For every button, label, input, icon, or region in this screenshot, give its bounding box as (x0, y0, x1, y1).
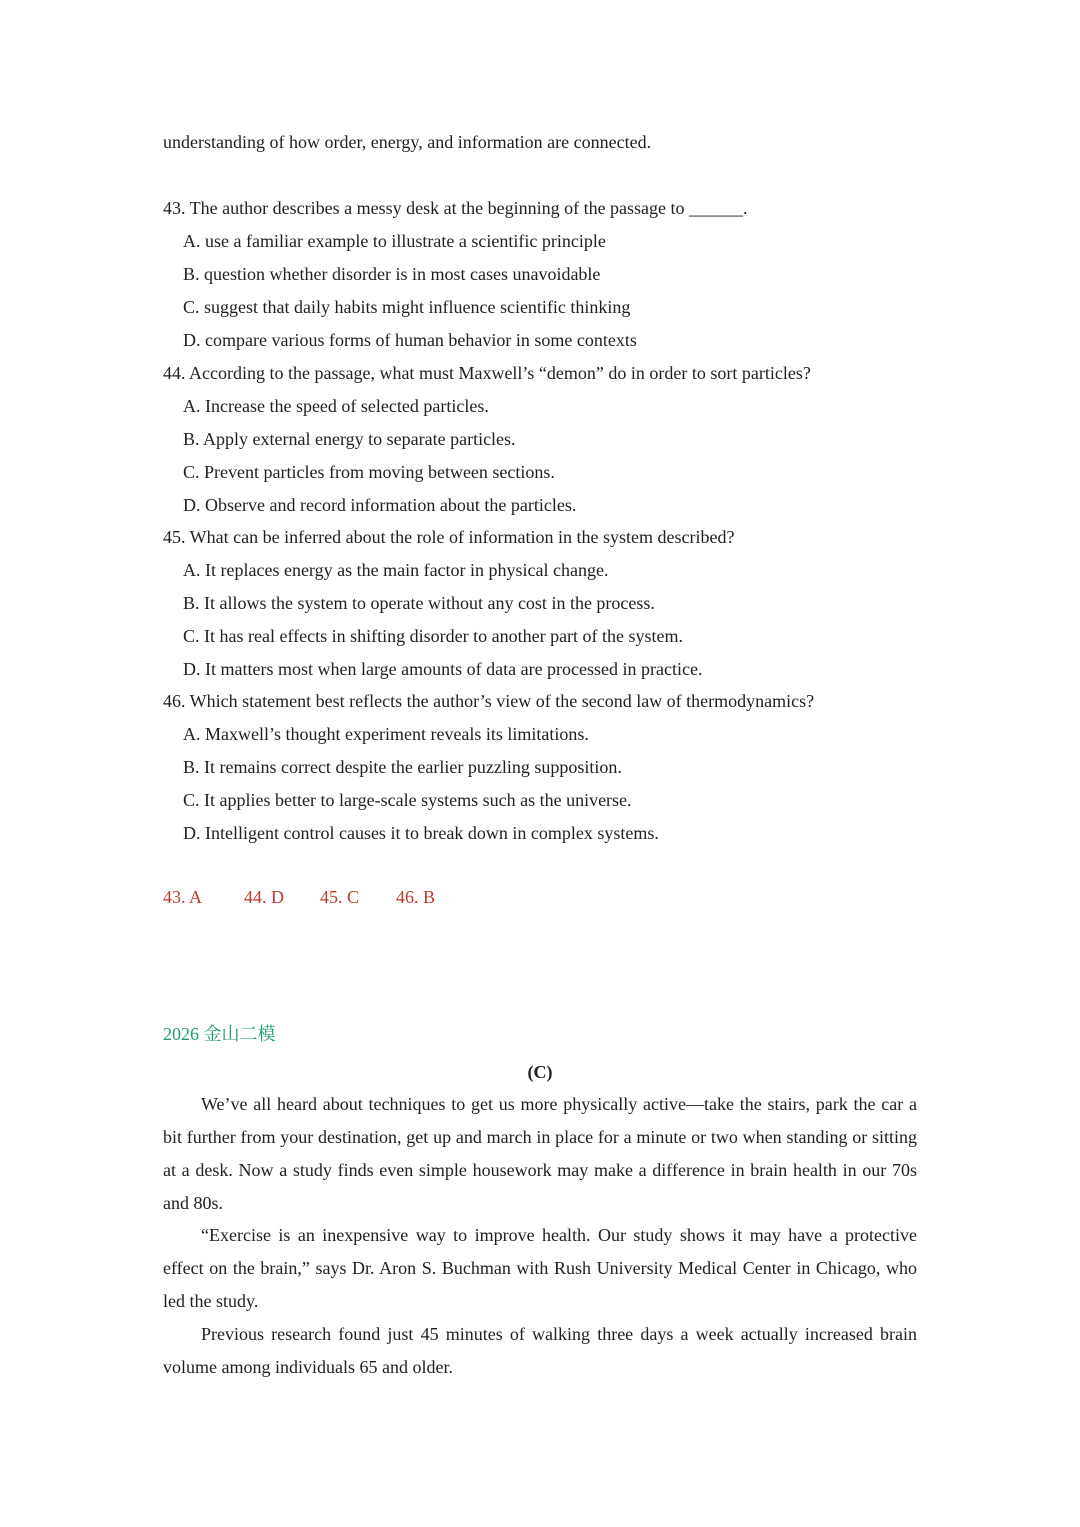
passage-paragraph-1: We’ve all heard about techniques to get us more physically active—take the stairs, park the car a bit further from your destination, get up and march in place for a minute or two when standing or sitting at a desk. Now a study finds even simple housework may make a difference in brain health in our 70s and 80s. (163, 1094, 917, 1213)
passage-paragraph-3: Previous research found just 45 minutes of walking three days a week actually increased brain volume among individuals 65 and older. (163, 1324, 917, 1377)
question-46-option-c: C. It applies better to large-scale systems such as the universe. (183, 790, 632, 810)
question-45-option-d: D. It matters most when large amounts of data are processed in practice. (183, 659, 703, 679)
answer-44: 44. D (244, 887, 284, 907)
question-45-option-a: A. It replaces energy as the main factor in physical change. (183, 560, 609, 580)
question-43-option-a: A. use a familiar example to illustrate a scientific principle (183, 231, 606, 251)
question-46-option-b: B. It remains correct despite the earlier puzzling supposition. (183, 757, 622, 777)
intro-line: understanding of how order, energy, and information are connected. (163, 132, 652, 152)
question-44-option-b: B. Apply external energy to separate particles. (183, 429, 516, 449)
answer-45: 45. C (320, 887, 360, 907)
source-label: 2026 金山二模 (163, 1024, 276, 1044)
question-45-option-b: B. It allows the system to operate without any cost in the process. (183, 593, 655, 613)
passage-title: (C) (527, 1062, 553, 1082)
answer-key (163, 886, 435, 908)
question-44-option-d: D. Observe and record information about the particles. (183, 495, 577, 515)
question-46-option-a: A. Maxwell’s thought experiment reveals its limitations. (183, 724, 589, 744)
question-46-stem: 46. Which statement best reflects the author’s view of the second law of thermodynamics? (163, 691, 815, 711)
question-44-option-c: C. Prevent particles from moving between sections. (183, 462, 555, 482)
question-43-stem: 43. The author describes a messy desk at the beginning of the passage to ______. (163, 198, 748, 218)
question-44-option-a: A. Increase the speed of selected particles. (183, 396, 489, 416)
question-46-option-d: D. Intelligent control causes it to break down in complex systems. (183, 823, 659, 843)
passage-paragraph-2: “Exercise is an inexpensive way to improve health. Our study shows it may have a protective effect on the brain,” says Dr. Aron S. Buchman with Rush University Medical Center in Chicago, who led the study. (163, 1225, 917, 1311)
question-43-option-d: D. compare various forms of human behavior in some contexts (183, 330, 637, 350)
question-45-option-c: C. It has real effects in shifting disorder to another part of the system. (183, 626, 684, 646)
answer-43: 43. A (163, 887, 203, 907)
question-43-option-b: B. question whether disorder is in most cases unavoidable (183, 264, 601, 284)
question-44-stem: 44. According to the passage, what must Maxwell’s “demon” do in order to sort particles? (163, 363, 811, 383)
question-45-stem: 45. What can be inferred about the role of information in the system described? (163, 527, 735, 547)
question-43-option-c: C. suggest that daily habits might influence scientific thinking (183, 297, 631, 317)
answer-46: 46. B (396, 887, 436, 907)
